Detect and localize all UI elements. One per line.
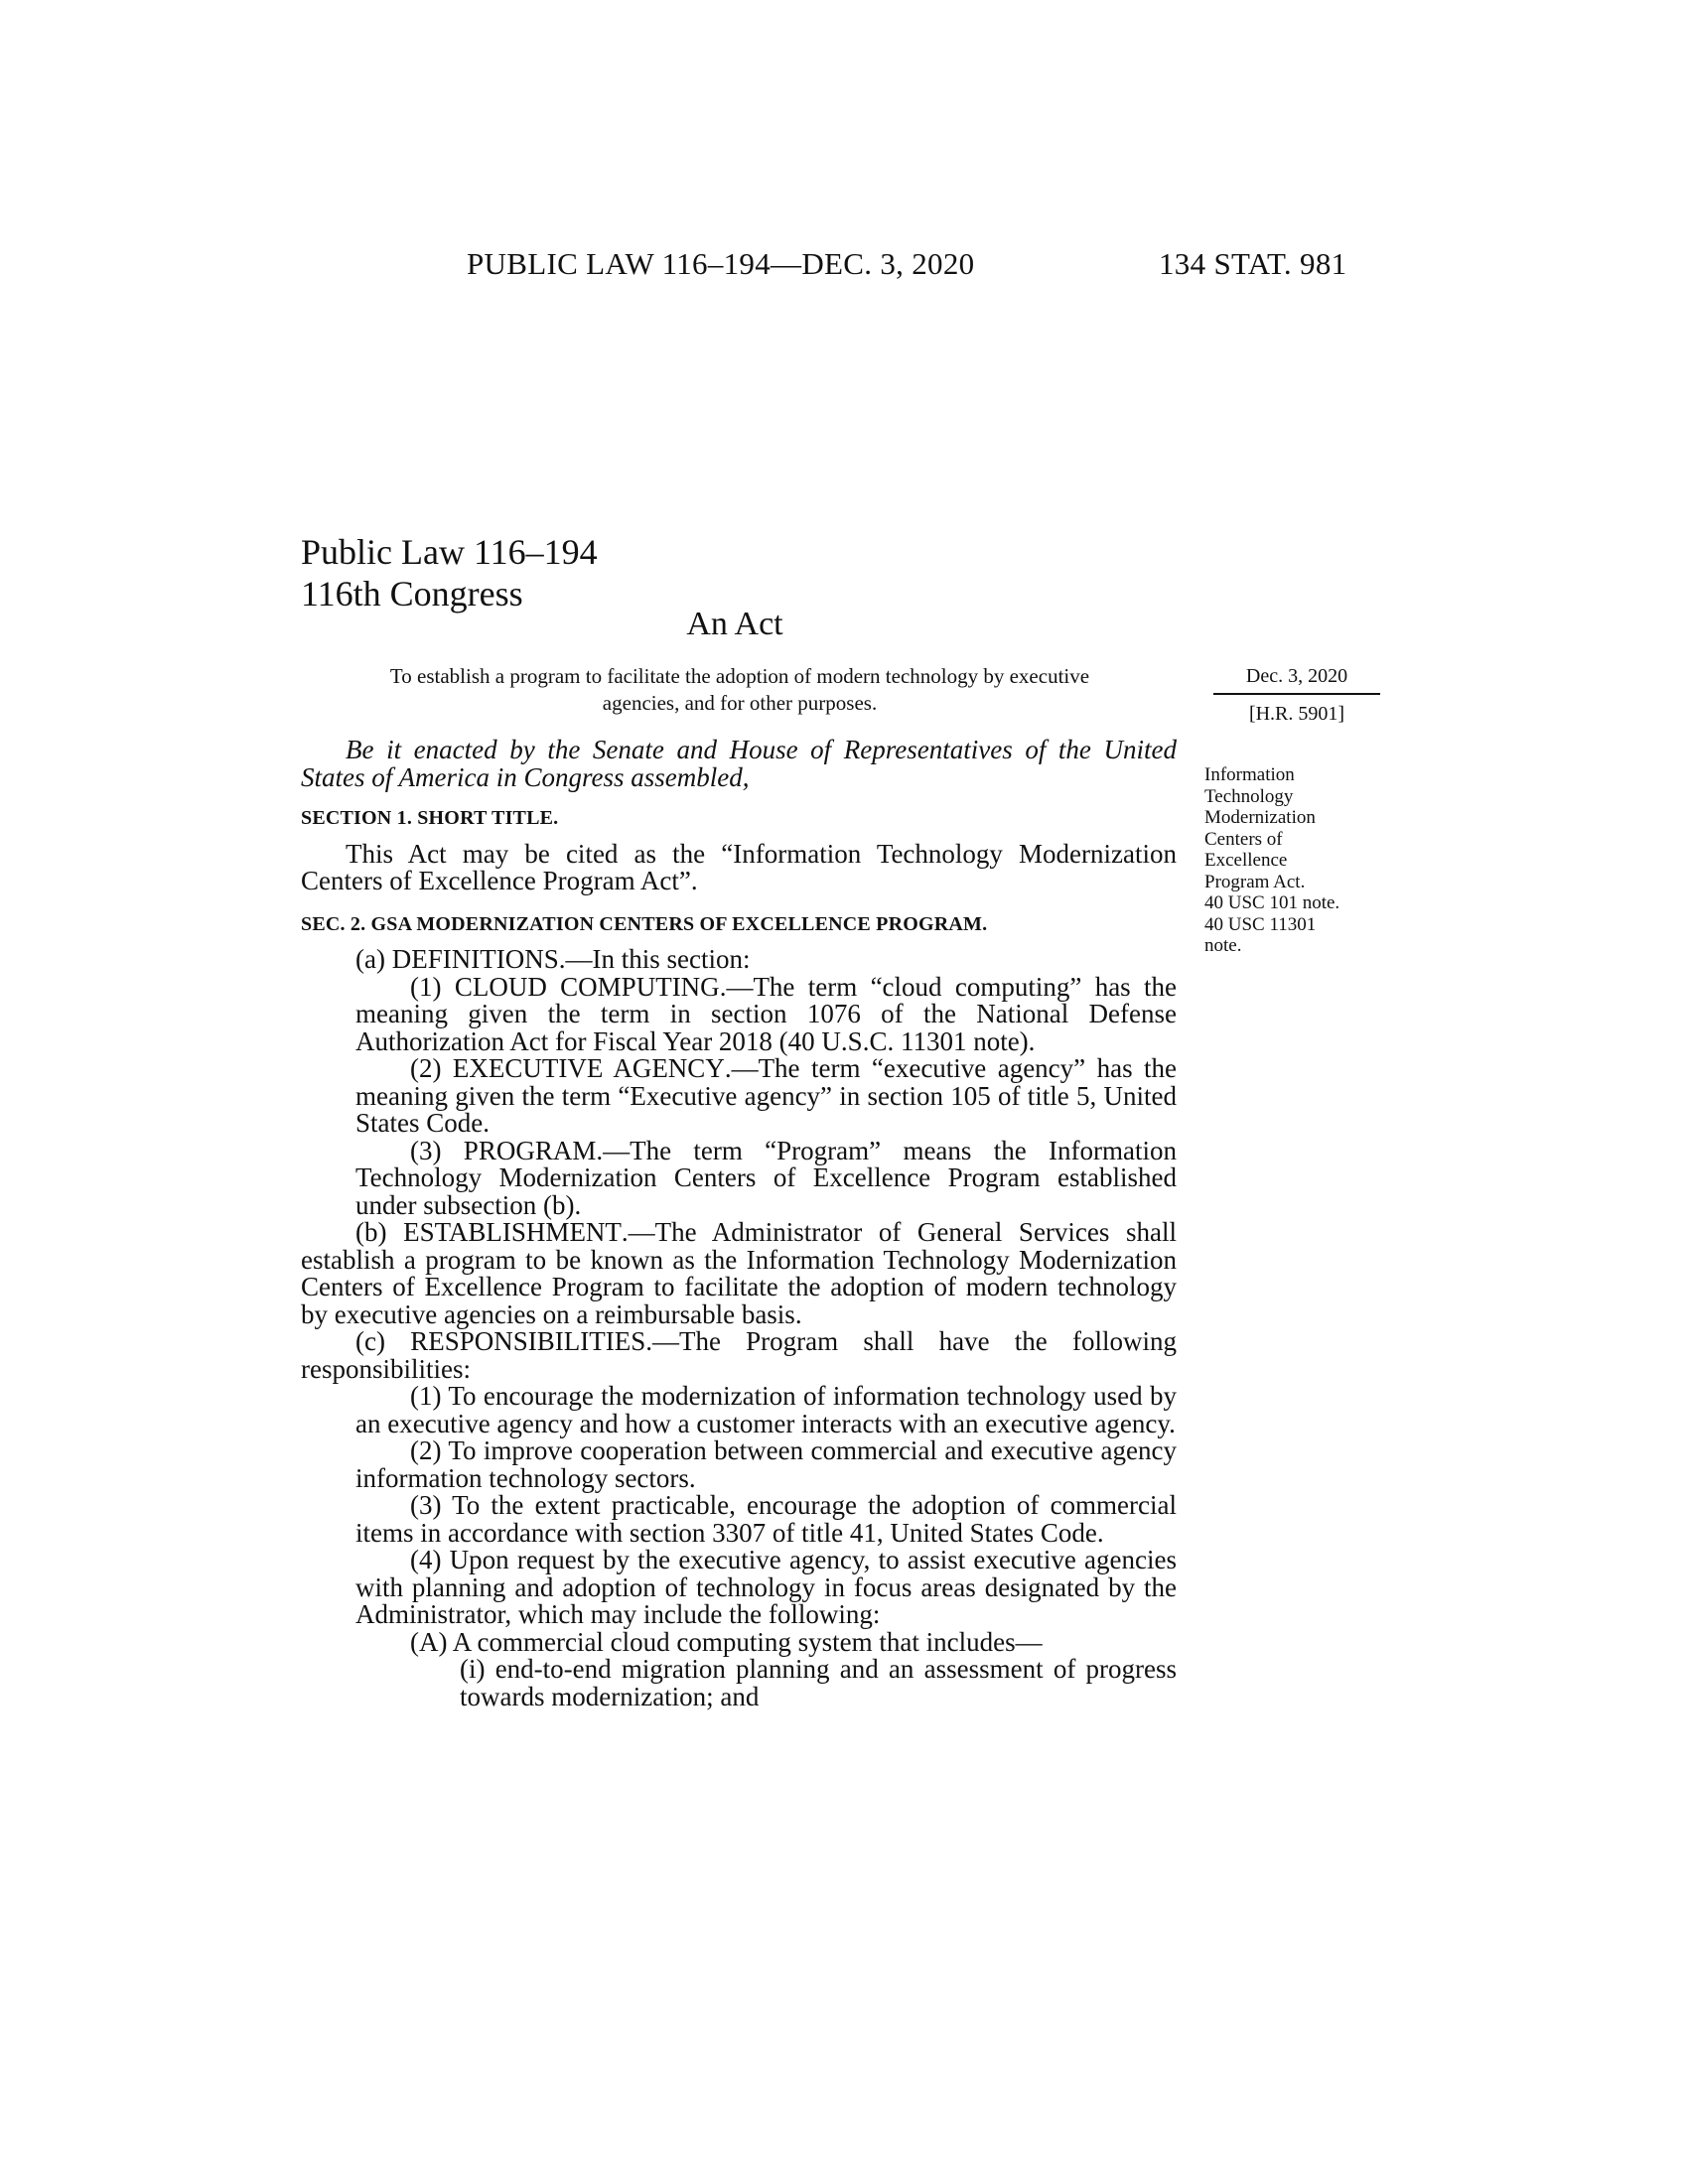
subsection-b-heading: STABLISHMENT — [419, 1217, 622, 1247]
paragraph-c4: (4) Upon request by the executive agency, to assist executive agencies with planning and adoption of technology in focus areas designated by the Administrator, which may include the following: — [355, 1545, 1177, 1629]
purpose-line-2: agencies, and for other purposes. — [602, 691, 878, 715]
margin-note-line: Excellence — [1204, 850, 1288, 871]
subsection-a-text: .—In this section: — [558, 944, 751, 974]
paragraph-c2: (2) To improve cooperation between commercial and executive agency information technology sectors. — [355, 1435, 1177, 1493]
subsection-c-heading: ESPONSIBILITIES — [428, 1326, 646, 1356]
paragraph-a3-heading: ROGRAM — [478, 1135, 597, 1165]
paragraph-a2 — [301, 1055, 1177, 1138]
paragraph-a3 — [301, 1135, 1177, 1220]
paragraph-a3-text: .—The term “Program” means the Information Technology Modernization Centers of Excellence Program established under subsection (b). — [355, 1135, 1177, 1220]
statute-page-number: 134 STAT. 981 — [1159, 246, 1347, 281]
paragraph-a3-label: (3) P — [410, 1135, 479, 1165]
purpose-line-1: To establish a program to facilitate the adoption of modern technology by executive — [389, 664, 1090, 688]
margin-note-line: Program Act. — [1204, 871, 1306, 892]
section-1-text: This Act may be cited as the “Information Technology Modernization Centers of Excellence Program Act”. — [301, 838, 1177, 895]
subsection-c — [301, 1328, 1177, 1383]
paragraph-c1: (1) To encourage the modernization of information technology used by an executive agency and how a customer interacts with an executive agency. — [355, 1381, 1177, 1438]
subsection-c-text: .—The Program shall have the following responsibilities: — [301, 1326, 1177, 1384]
congress-number: 116th Congress — [301, 574, 523, 614]
subsection-a — [301, 946, 1177, 974]
act-purpose — [308, 663, 1172, 717]
clause-c4Ai: (i) end-to-end migration planning and an assessment of progress towards modernization; and — [460, 1654, 1177, 1711]
enactment-date: Dec. 3, 2020 — [1213, 663, 1380, 695]
subsection-c-label: (c) R — [355, 1326, 429, 1356]
bill-number: [H.R. 5901] — [1248, 703, 1345, 725]
margin-note-line: Information — [1204, 764, 1295, 785]
subsection-a-label: (a) D — [355, 944, 412, 974]
law-body — [301, 737, 1177, 1710]
subsection-b-text: .—The Administrator of General Services shall establish a program to be known as the Information Technology Modernization Centers of Excellence Program to facilitate the adoption of modern technology by executive agencies on a reimbursable basis. — [301, 1217, 1177, 1329]
margin-note-line: Technology — [1204, 785, 1294, 807]
margin-note-line: Centers of — [1204, 828, 1283, 850]
subsection-a-heading: EFINITIONS — [411, 944, 559, 974]
paragraph-a1-heading: LOUD COMPUTING — [472, 971, 720, 1002]
subsection-b — [301, 1219, 1177, 1328]
paragraph-c3: (3) To the extent practicable, encourage the adoption of commercial items in accordance with section 3307 of title 41, United States Code. — [355, 1490, 1177, 1548]
section-2-heading: SEC. 2. GSA MODERNIZATION CENTERS OF EXCELLENCE PROGRAM. — [301, 912, 988, 935]
paragraph-a2-text: .—The term “executive agency” has the meaning given the term “Executive agency” in section 105 of title 5, United States Code. — [355, 1053, 1177, 1138]
paragraph-a1-label: (1) C — [410, 971, 473, 1002]
margin-notes — [1204, 764, 1403, 957]
paragraph-a2-heading: XECUTIVE AGENCY — [469, 1053, 725, 1083]
paragraph-a1 — [301, 971, 1178, 1056]
section-1-heading: SECTION 1. SHORT TITLE. — [301, 807, 559, 829]
running-header: PUBLIC LAW 116–194—DEC. 3, 2020 — [467, 246, 975, 281]
law-title-block — [301, 531, 598, 614]
paragraph-a1-text: .—The term “cloud computing” has the meaning given the term in section 1076 of the National Defense Authorization Act for Fiscal Year 2018 (40 U.S.C. 11301 note). — [355, 971, 1178, 1056]
enactment-info — [1213, 663, 1380, 728]
margin-note-line: 40 USC 11301 — [1204, 913, 1317, 935]
margin-note-line: note. — [1204, 935, 1242, 956]
margin-note-line: Modernization — [1204, 807, 1316, 828]
subparagraph-c4A: (A) A commercial cloud computing system that includes— — [410, 1626, 1043, 1657]
paragraph-a2-label: (2) E — [410, 1053, 470, 1083]
public-law-number: Public Law 116–194 — [301, 532, 598, 572]
margin-note-line: 40 USC 101 note. — [1204, 892, 1340, 913]
enacting-clause: Be it enacted by the Senate and House of Representatives of the United States of America in Congress assembled, — [301, 735, 1177, 792]
act-heading: An Act — [686, 606, 783, 642]
subsection-b-label: (b) E — [355, 1217, 420, 1247]
